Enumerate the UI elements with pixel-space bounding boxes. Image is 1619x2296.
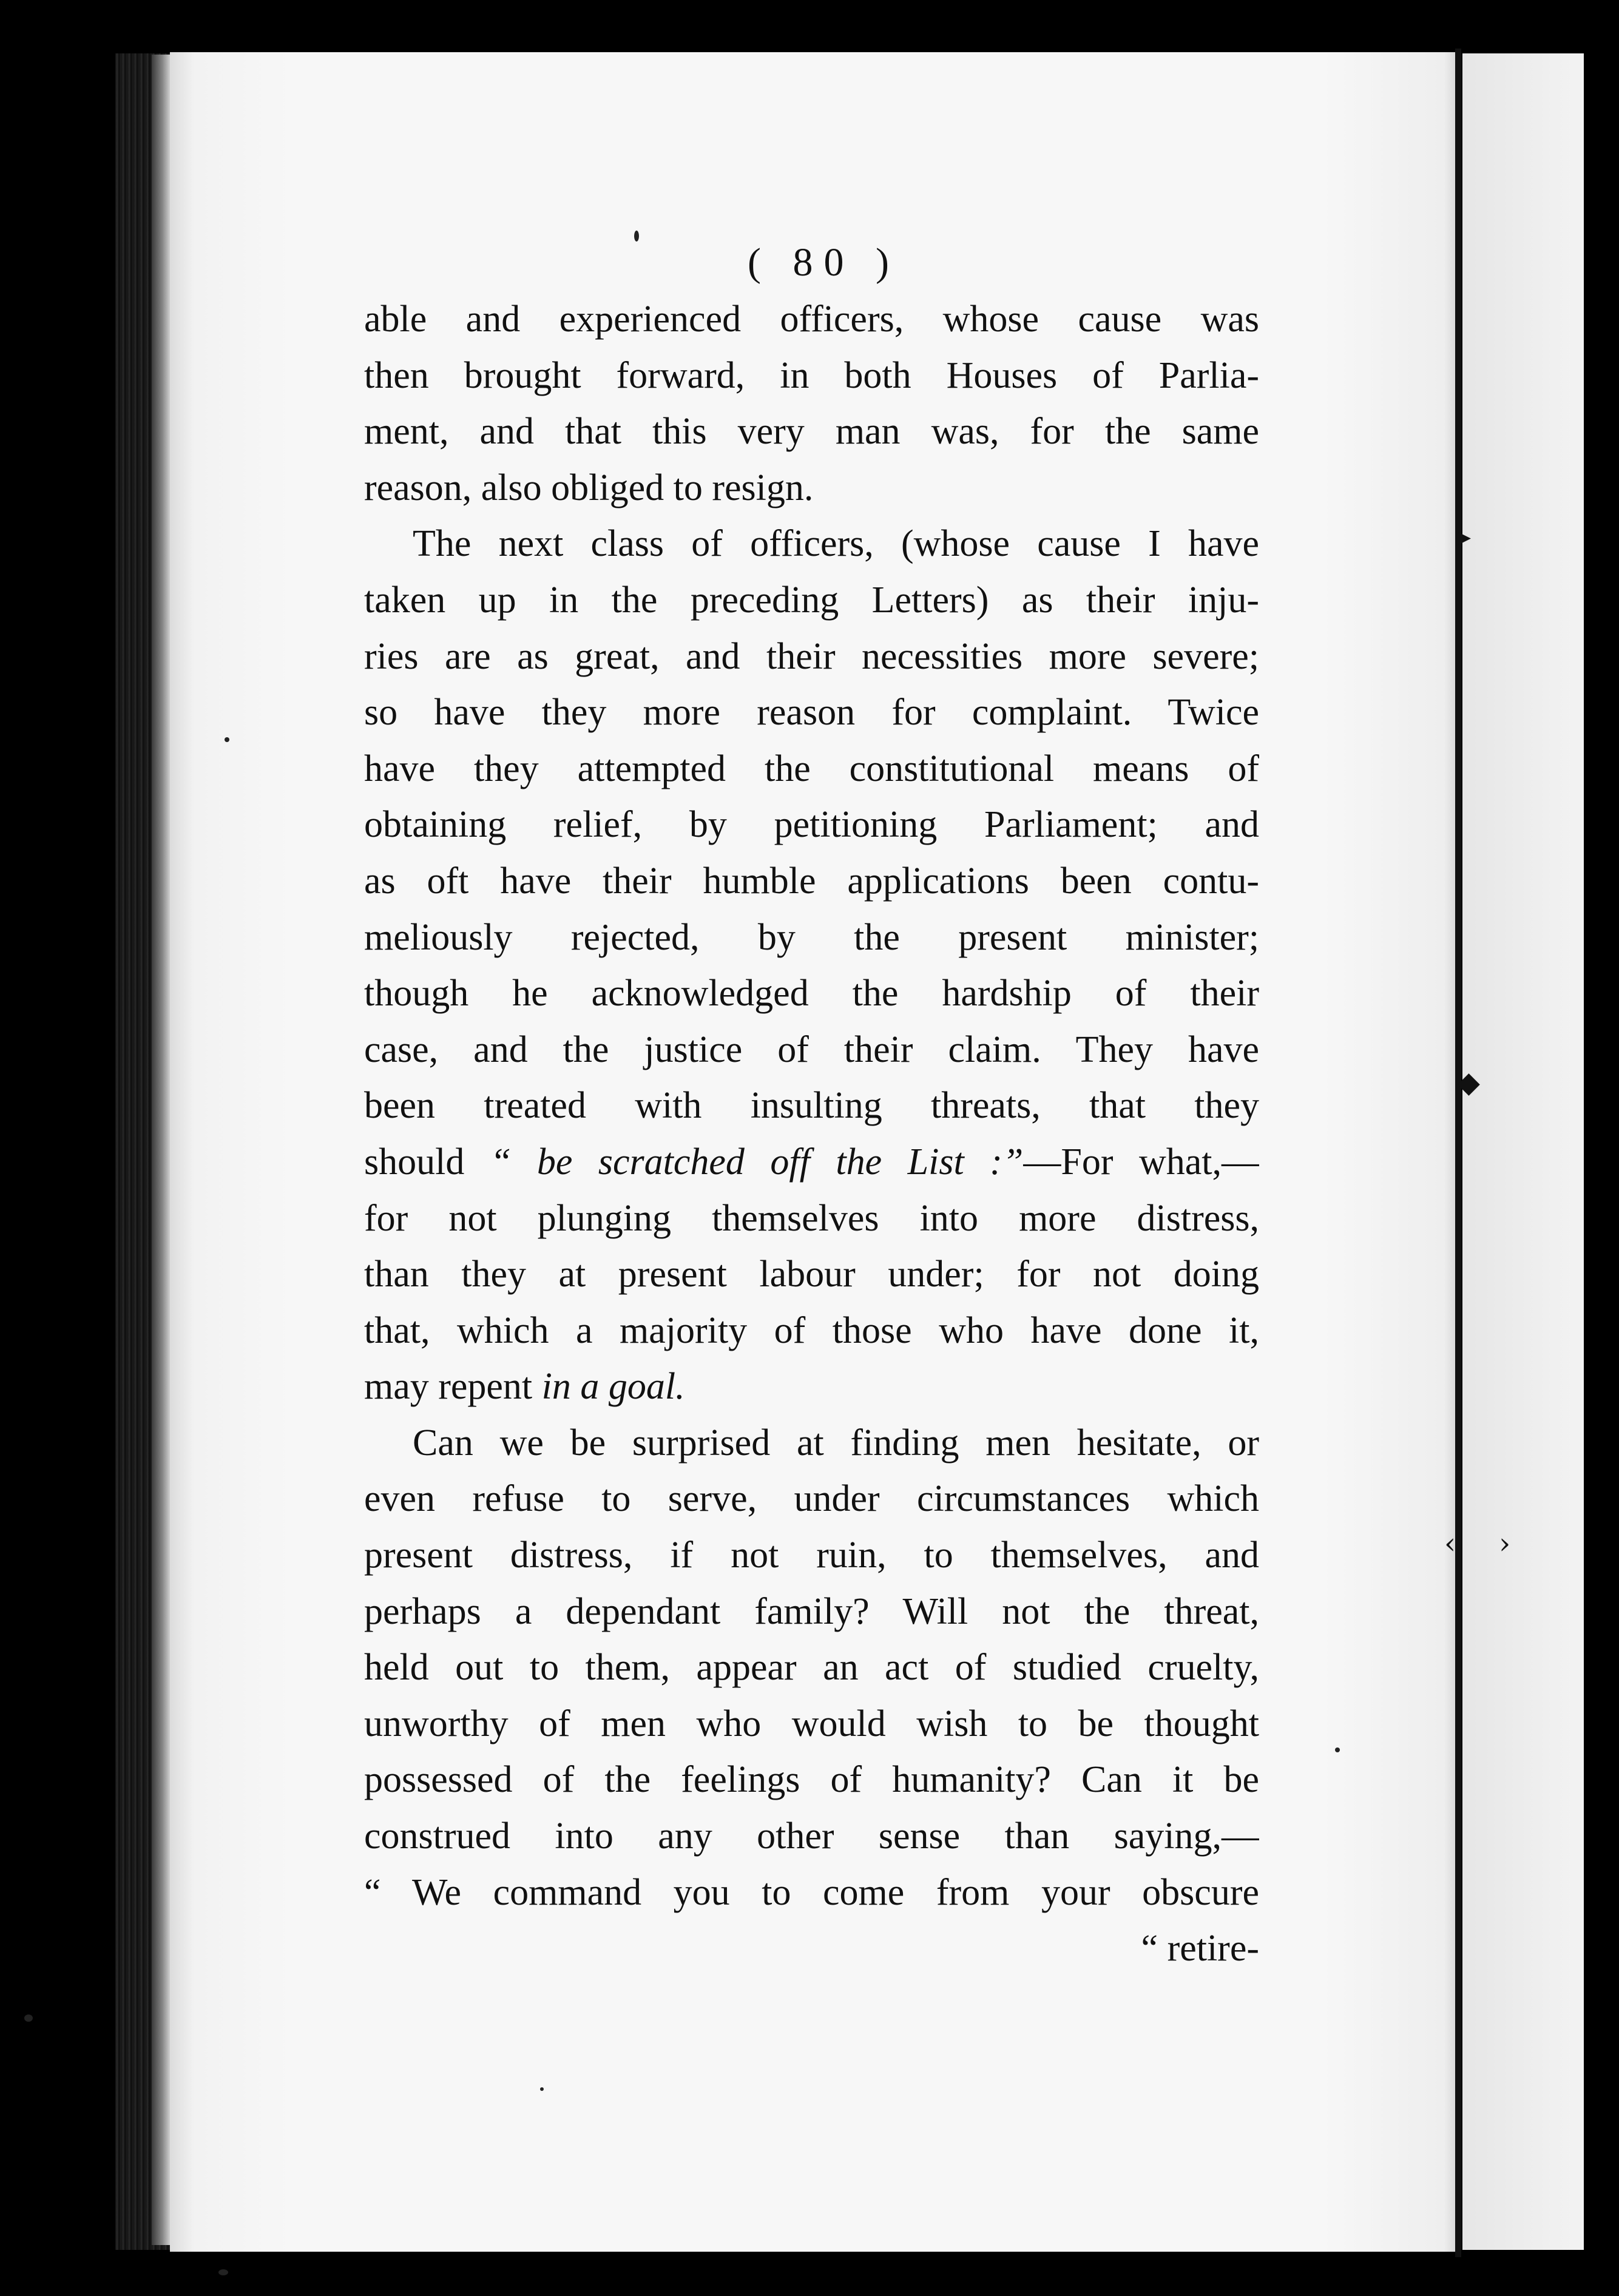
- text-line: than they at present labour under; for not doing: [364, 1254, 1259, 1295]
- ink-speck: [1335, 1747, 1340, 1752]
- text-line: been treated with insulting threats, that they: [364, 1085, 1259, 1127]
- text-span: should: [364, 1141, 490, 1183]
- gutter-mark: ›: [1499, 1527, 1511, 1561]
- page-number: ( 80 ): [748, 240, 900, 285]
- scan-border-right: [1584, 49, 1619, 2257]
- text-line: though he acknowledged the hardship of their: [364, 973, 1259, 1015]
- italic-quote: “ be scratched off the List :”: [490, 1141, 1024, 1183]
- text-line: that, which a majority of those who have done it,: [364, 1309, 1259, 1351]
- text-line: perhaps a dependant family? Will not the threat,: [364, 1590, 1259, 1632]
- text-line: “ We command you to come from your obscure: [364, 1871, 1259, 1913]
- gutter-mark: ▸: [1456, 519, 1472, 553]
- text-line: held out to them, appear an act of studied cruelty,: [364, 1647, 1259, 1689]
- text-line: unworthy of men who would wish to be thought: [364, 1703, 1259, 1744]
- text-line: construed into any other sense than saying,—: [364, 1815, 1259, 1857]
- text-line: able and experienced officers, whose cause was: [364, 299, 1259, 340]
- text-line: even refuse to serve, under circumstances which: [364, 1478, 1259, 1520]
- text-line: then brought forward, in both Houses of Parlia-: [364, 354, 1259, 396]
- text-line: The next class of officers, (whose cause I have: [413, 523, 1259, 565]
- text-line: [364, 1134, 1259, 1190]
- text-line: [364, 1359, 1259, 1415]
- text-line: ment, and that this very man was, for the same: [364, 411, 1259, 453]
- text-line: obtaining relief, by petitioning Parliament; and: [364, 804, 1259, 846]
- text-line: so have they more reason for complaint. Twice: [364, 692, 1259, 734]
- text-line: Can we be surprised at finding men hesitate, or: [413, 1422, 1259, 1464]
- ink-speck: [24, 2014, 33, 2022]
- catchword: “ retire-: [1141, 1928, 1259, 1970]
- gutter-mark: ◆: [1458, 1065, 1480, 1099]
- text-line: case, and the justice of their claim. They have: [364, 1028, 1259, 1070]
- text-line: present distress, if not ruin, to themselves, and: [364, 1535, 1259, 1576]
- text-span: —For what,—: [1023, 1141, 1259, 1183]
- text-line: possessed of the feelings of humanity? Can it be: [364, 1759, 1259, 1801]
- text-line: have they attempted the constitutional means of: [364, 748, 1259, 789]
- facing-page-edge: [1462, 53, 1584, 2250]
- text-line: ries are as great, and their necessities more severe;: [364, 635, 1259, 677]
- page-gutter: [1455, 49, 1461, 2257]
- ink-speck: [225, 737, 229, 742]
- text-line: reason, also obliged to resign.: [364, 467, 814, 508]
- text-line: meliously rejected, by the present minister;: [364, 916, 1259, 958]
- book-edge-shadow: [152, 55, 170, 2245]
- gutter-mark: ‹: [1444, 1527, 1456, 1561]
- italic-phrase: in a goal.: [541, 1366, 685, 1408]
- ink-speck: [218, 2269, 228, 2275]
- text-line: for not plunging themselves into more distress,: [364, 1197, 1259, 1239]
- text-line: as oft have their humble applications been contu-: [364, 860, 1259, 902]
- page-text: [364, 234, 1259, 1977]
- text-line: taken up in the preceding Letters) as their inju-: [364, 579, 1259, 621]
- ink-speck: [540, 2087, 544, 2091]
- text-span: may repent: [364, 1366, 542, 1408]
